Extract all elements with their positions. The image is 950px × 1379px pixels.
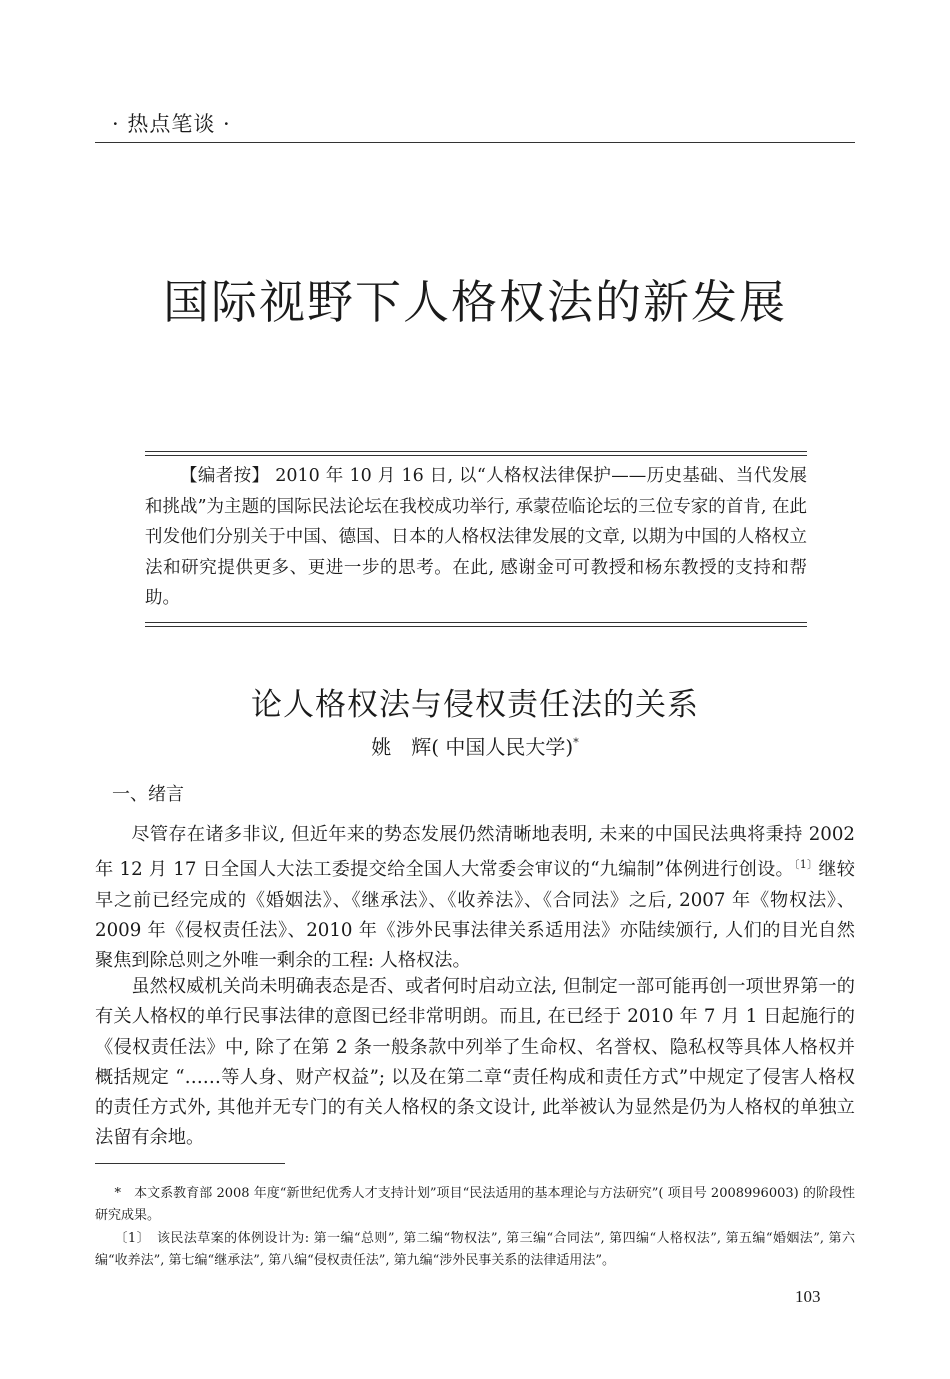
footnote-2-text: 该民法草案的体例设计为: 第一编“总则”, 第二编“物权法”, 第三编“合同法”, 第四编“人格权法”, 第五编“婚姻法”, 第六编“收养法”, 第七编“继承法”, 第八编“侵权责任法”, 第九编“涉外民事关系的法律适用法”。 xyxy=(95,1231,855,1268)
header-rule xyxy=(95,142,855,143)
footnote-reference-1: 〔1〕 xyxy=(794,858,819,872)
editor-note-top-rule xyxy=(145,451,807,456)
section-heading: 一、绪言 xyxy=(112,784,184,805)
footnote-rule xyxy=(95,1163,285,1164)
author-footnote-mark: * xyxy=(573,736,579,749)
footnote-1-mark: * xyxy=(114,1186,121,1201)
paragraph-1-part-b: 继较早之前已经完成的《婚姻法》、《继承法》、《收养法》、《合同法》之后, 2007 年《物权法》、2009 年《侵权责任法》、2010 年《涉外民事法律关系适用法》亦陆续颁行, 人们的目光自然聚焦到除总则之外唯一剩余的工程: 人格权法。 xyxy=(95,859,855,972)
footnote-2-mark: 〔1〕 xyxy=(114,1231,144,1246)
section-tag: · 热点笔谈 · xyxy=(112,112,231,136)
editor-note-bottom-rule xyxy=(145,622,807,627)
author-name: 姚 辉( 中国人民大学) xyxy=(371,735,574,759)
author-line xyxy=(0,731,950,760)
article-title: 论人格权法与侵权责任法的关系 xyxy=(251,687,699,723)
page-number: 103 xyxy=(795,1287,821,1306)
editor-note-text: 2010 年 10 月 16 日, 以“人格权法律保护——历史基础、当代发展和挑战”为主题的国际民法论坛在我校成功举行, 承蒙莅临论坛的三位专家的首肯, 在此刊发他们分别关于中国、德国、日本的人格权法律发展的文章, 以期为中国的人格权立法和研究提供更多、更进一步的思考。在此, 感谢金可可教授和杨东教授的支持和帮助。 xyxy=(145,466,807,608)
body-paragraph-2: 虽然权威机关尚未明确表态是否、或者何时启动立法, 但制定一部可能再创一项世界第一的有关人格权的单行民事法律的意图已经非常明朗。而且, 在已经于 2010 年 7 月 1 日起施行的《侵权责任法》中, 除了在第 2 条一般条款中列举了生命权、名誉权、隐私权等具体人格权并概括规定 “……等人身、财产权益”; 以及在第二章“责任构成和责任方式”中规定了侵害人格权的责任方式外, 其他并无专门的有关人格权的条文设计, 此举被认为显然是仍为人格权的单独立法留有余地。 xyxy=(95,976,855,1149)
editor-note-label: 【编者按】 xyxy=(180,466,270,486)
body-paragraph-1 xyxy=(95,820,855,976)
footnote-1 xyxy=(95,1183,855,1227)
paragraph-1-part-a: 尽管存在诸多非议, 但近年来的势态发展仍然清晰地表明, 未来的中国民法典将秉持 2002 年 12 月 17 日全国人大法工委提交给全国人大常委会审议的“九编制”体例进行创设。 xyxy=(95,824,855,881)
footnote-1-text: 本文系教育部 2008 年度“新世纪优秀人才支持计划”项目“民法适用的基本理论与方法研究”( 项目号 2008996003) 的阶段性研究成果。 xyxy=(95,1186,855,1223)
footnote-2 xyxy=(95,1228,855,1272)
editor-note xyxy=(145,461,807,614)
main-title: 国际视野下人格权法的新发展 xyxy=(163,275,787,329)
